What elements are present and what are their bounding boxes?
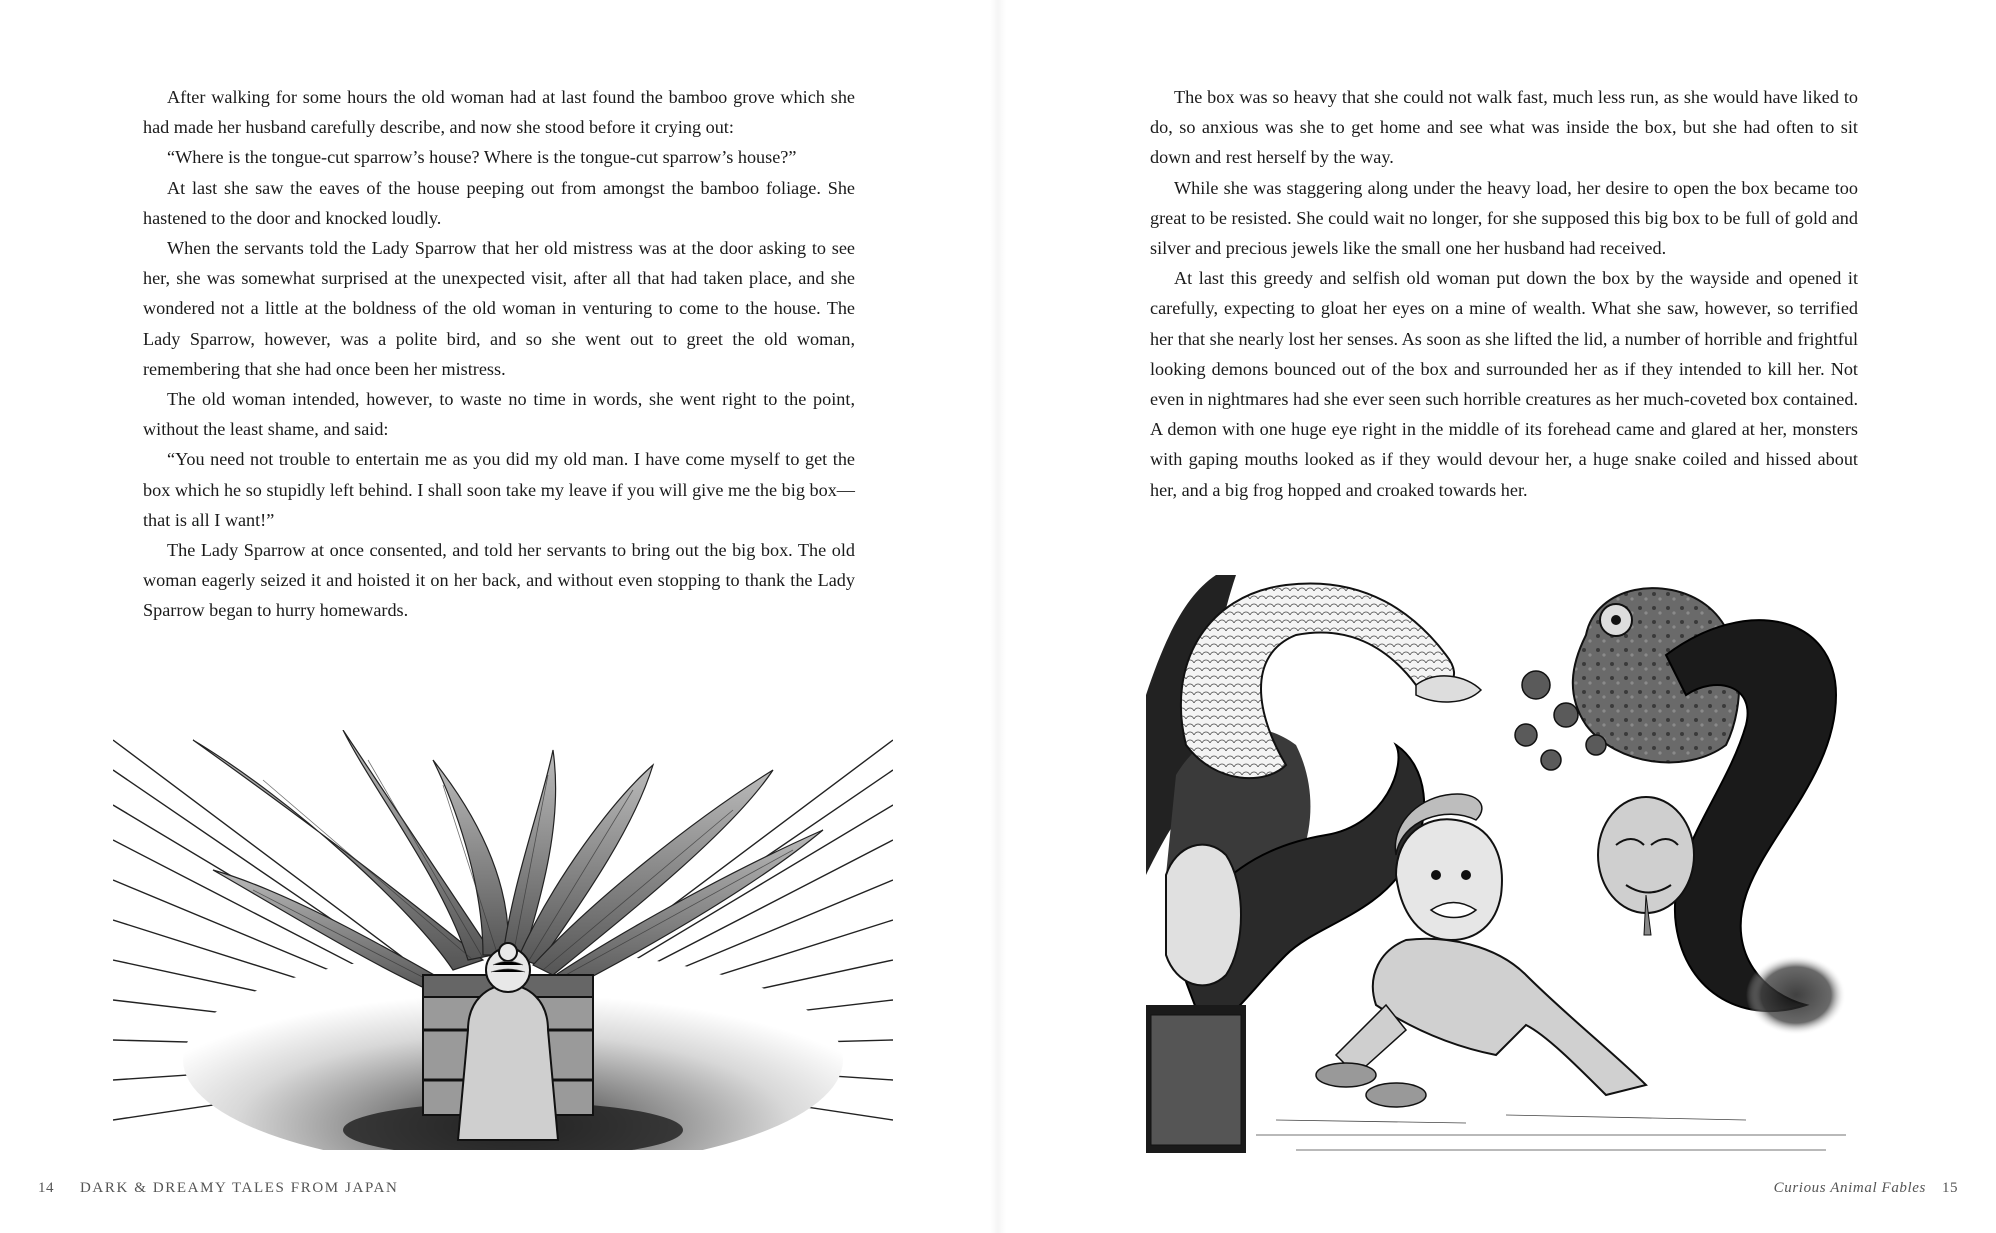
left-paragraph-6: “You need not trouble to entertain me as you did my old man. I have come myself to get the box which he so stupidly left behind. I shall soon take my leave if you will give me the big box—that is all I want!” [143,449,855,530]
left-paragraph-1: After walking for some hours the old woman had at last found the bamboo grove which she had made her husband carefully describe, and now she stood before it crying out: [143,87,855,138]
page-number-left: 14 [38,1180,54,1196]
page-number-right: 15 [1942,1180,1958,1196]
right-page [998,0,1996,1233]
right-paragraph-1: The box was so heavy that she could not walk fast, much less run, as she would have liked to do, so anxious was she to get home and see what was inside the box, but she had often to sit down and rest herself by the way. [1150,87,1858,168]
right-paragraph-3: At last this greedy and selfish old woman put down the box by the wayside and opened it carefully, expecting to gloat her eyes on a mine of wealth. What she saw, however, so terrified her that she nearly lost her senses. As soon as she lifted the lid, a number of horrible and frightful looking demons bounced out of the box and surrounded her as if they intended to kill her. Not even in nightmares had she ever seen such horrible creatures as her much-coveted box contained. A demon with one huge eye right in the middle of its forehead came and glared at her, monsters with gaping mouths looked as if they would devour her, a huge snake coiled and hissed about her, and a big frog hopped and croaked towards her. [1150,268,1858,500]
right-paragraph-2: While she was staggering along under the heavy load, her desire to open the box became too great to be resisted. She could wait no longer, for she supposed this big box to be full of gold and silver and precious jewels like the small one her husband had received. [1150,177,1858,259]
left-paragraph-3: At last she saw the eaves of the house peeping out from amongst the bamboo foliage. She hastened to the door and knocked loudly. [143,177,855,228]
illustration-old-woman-carrying-box [113,730,893,1150]
left-page-text [143,82,855,626]
left-paragraph-7: The Lady Sparrow at once consented, and told her servants to bring out the big box. The old woman eagerly seized it and hoisted it on her back, and without even stopping to thank the Lady Sparrow began to hurry homewards. [143,540,855,621]
running-head-right: Curious Animal Fables [1773,1180,1926,1196]
demons-drawing [1146,575,1856,1153]
right-page-text [1150,82,1858,505]
left-paragraph-4: When the servants told the Lady Sparrow that her old mistress was at the door asking to see her, she was somewhat surprised at the unexpected visit, after all that had taken place, and she wondered not a little at the boldness of the old woman in venturing to come to the house. The Lady Sparrow, however, was a polite bird, and so she went out to greet the old woman, remembering that she had once been her mistress. [143,238,855,379]
old-woman-box-drawing [113,730,893,1150]
left-paragraph-2: “Where is the tongue-cut sparrow’s house? Where is the tongue-cut sparrow’s house?” [167,147,797,168]
illustration-demons-from-box [1146,575,1856,1153]
running-head-left: DARK & DREAMY TALES FROM JAPAN [80,1180,399,1196]
left-paragraph-5: The old woman intended, however, to waste no time in words, she went right to the point, without the least shame, and said: [143,389,855,440]
